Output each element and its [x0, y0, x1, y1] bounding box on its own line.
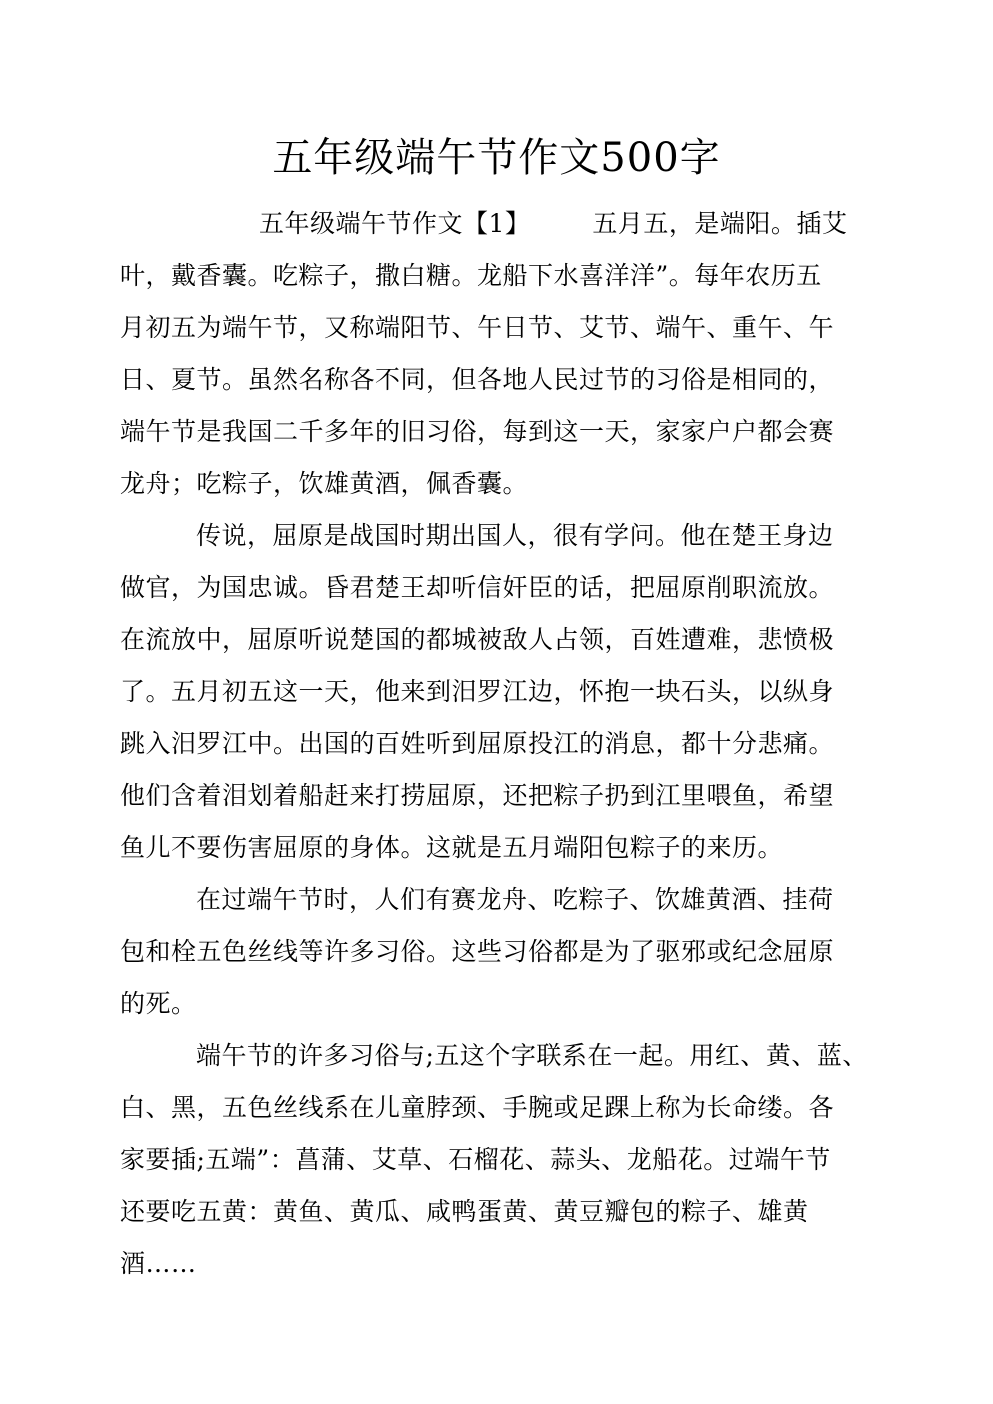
paragraph-line: 跳入汨罗江中。出国的百姓听到屈原投江的消息，都十分悲痛。 [120, 729, 835, 758]
paragraph-line: 酒…… [120, 1249, 197, 1278]
paragraph-line: 的死。 [120, 989, 197, 1018]
paragraph-line: 叶，戴香囊。吃粽子，撒白糖。龙船下水喜洋洋”。每年农历五 [120, 261, 822, 290]
paragraph-line: 在过端午节时，人们有赛龙舟、吃粽子、饮雄黄酒、挂荷 [196, 885, 834, 914]
paragraph-line: 了。五月初五这一天，他来到汨罗江边，怀抱一块石头，以纵身 [120, 677, 835, 706]
paragraph-line: 做官，为国忠诚。昏君楚王却听信奸臣的话，把屈原削职流放。 [120, 573, 835, 602]
paragraph-line: 日、夏节。虽然名称各不同，但各地人民过节的习俗是相同的， [120, 365, 835, 394]
paragraph-text: 五月五，是端阳。插艾 [592, 209, 848, 238]
paragraph-line: 鱼儿不要伤害屈原的身体。这就是五月端阳包粽子的来历。 [120, 833, 784, 862]
paragraph-line: 白、黑，五色丝线系在儿童脖颈、手腕或足踝上称为长命缕。各 [120, 1093, 835, 1122]
paragraph-line: 端午节是我国二千多年的旧习俗，每到这一天，家家户户都会赛 [120, 417, 835, 446]
paragraph-line: 在流放中，屈原听说楚国的都城被敌人占领，百姓遭难，悲愤极 [120, 625, 835, 654]
paragraph-line: 包和栓五色丝线等许多习俗。这些习俗都是为了驱邪或纪念屈原 [120, 937, 835, 966]
paragraph-line: 龙舟；吃粽子，饮雄黄酒，佩香囊。 [120, 469, 529, 498]
paragraph-line: 传说，屈原是战国时期出国人，很有学问。他在楚王身边 [196, 521, 834, 550]
paragraph-line: 他们含着泪划着船赶来打捞屈原，还把粽子扔到江里喂鱼，希望 [120, 781, 835, 810]
paragraph-line: 还要吃五黄：黄鱼、黄瓜、咸鸭蛋黄、黄豆瓣包的粽子、雄黄 [120, 1197, 809, 1226]
paragraph-line [259, 206, 847, 242]
page-title: 五年级端午节作文500字 [272, 135, 721, 181]
essay-heading-label: 五年级端午节作文【1】 [259, 209, 531, 238]
paragraph-line: 家要插;五端”：菖蒲、艾草、石榴花、蒜头、龙船花。过端午节 [120, 1145, 831, 1174]
paragraph-line: 月初五为端午节，又称端阳节、午日节、艾节、端午、重午、午 [120, 313, 835, 342]
paragraph-line: 端午节的许多习俗与;五这个字联系在一起。用红、黄、蓝、 [196, 1041, 868, 1070]
